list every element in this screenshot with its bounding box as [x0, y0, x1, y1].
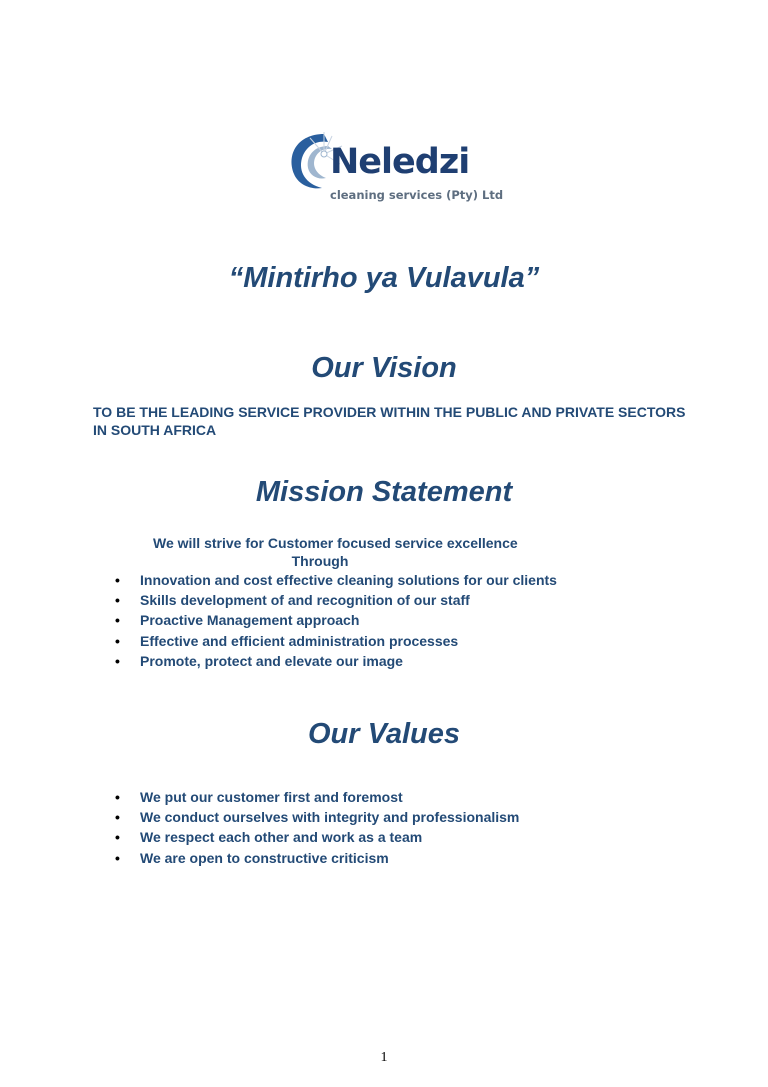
- vision-text: TO BE THE LEADING SERVICE PROVIDER WITHIN THE PUBLIC AND PRIVATE SECTORS IN SOUTH AFRICA: [93, 404, 686, 438]
- list-item: [113, 827, 519, 847]
- list-item: [113, 590, 557, 610]
- list-item-text: We are open to constructive criticism: [140, 849, 389, 866]
- bullet-icon: •: [115, 592, 120, 609]
- values-heading: Our Values: [307, 718, 461, 750]
- logo-name: Neledzi: [330, 142, 470, 182]
- bullet-icon: •: [115, 809, 120, 826]
- bullet-icon: •: [115, 829, 120, 846]
- bullet-icon: •: [115, 652, 120, 669]
- mission-list: [113, 570, 557, 671]
- list-item: [113, 610, 557, 630]
- logo-subtitle: cleaning services (Pty) Ltd: [330, 188, 504, 202]
- bullet-icon: •: [115, 612, 120, 629]
- bullet-icon: •: [115, 789, 120, 805]
- vision-heading: Our Vision: [311, 352, 457, 384]
- values-list: [113, 787, 519, 868]
- bullet-icon: •: [115, 849, 120, 866]
- list-item: [113, 631, 557, 651]
- list-item: [113, 651, 557, 671]
- mission-through: Through: [291, 553, 349, 569]
- company-logo: [284, 124, 504, 210]
- bullet-icon: •: [115, 632, 120, 649]
- list-item: [113, 848, 519, 868]
- list-item-text: Promote, protect and elevate our image: [140, 652, 403, 669]
- list-item: [113, 807, 519, 827]
- list-item-text: Effective and efficient administration processes: [140, 632, 459, 649]
- list-item: [113, 787, 519, 807]
- list-item-text: We respect each other and work as a team: [140, 829, 423, 846]
- list-item-text: We conduct ourselves with integrity and professionalism: [140, 809, 520, 826]
- list-item-text: We put our customer first and foremost: [140, 789, 403, 805]
- list-item: [113, 570, 557, 590]
- bullet-icon: •: [115, 572, 120, 588]
- mission-intro: We will strive for Customer focused service excellence: [153, 535, 518, 551]
- mission-heading: Mission Statement: [255, 476, 513, 508]
- list-item-text: Skills development of and recognition of our staff: [140, 592, 470, 609]
- list-item-text: Proactive Management approach: [140, 612, 360, 629]
- list-item-text: Innovation and cost effective cleaning solutions for our clients: [140, 572, 557, 588]
- slogan: “Mintirho ya Vulavula”: [228, 262, 540, 294]
- page-number: 1: [380, 1050, 388, 1065]
